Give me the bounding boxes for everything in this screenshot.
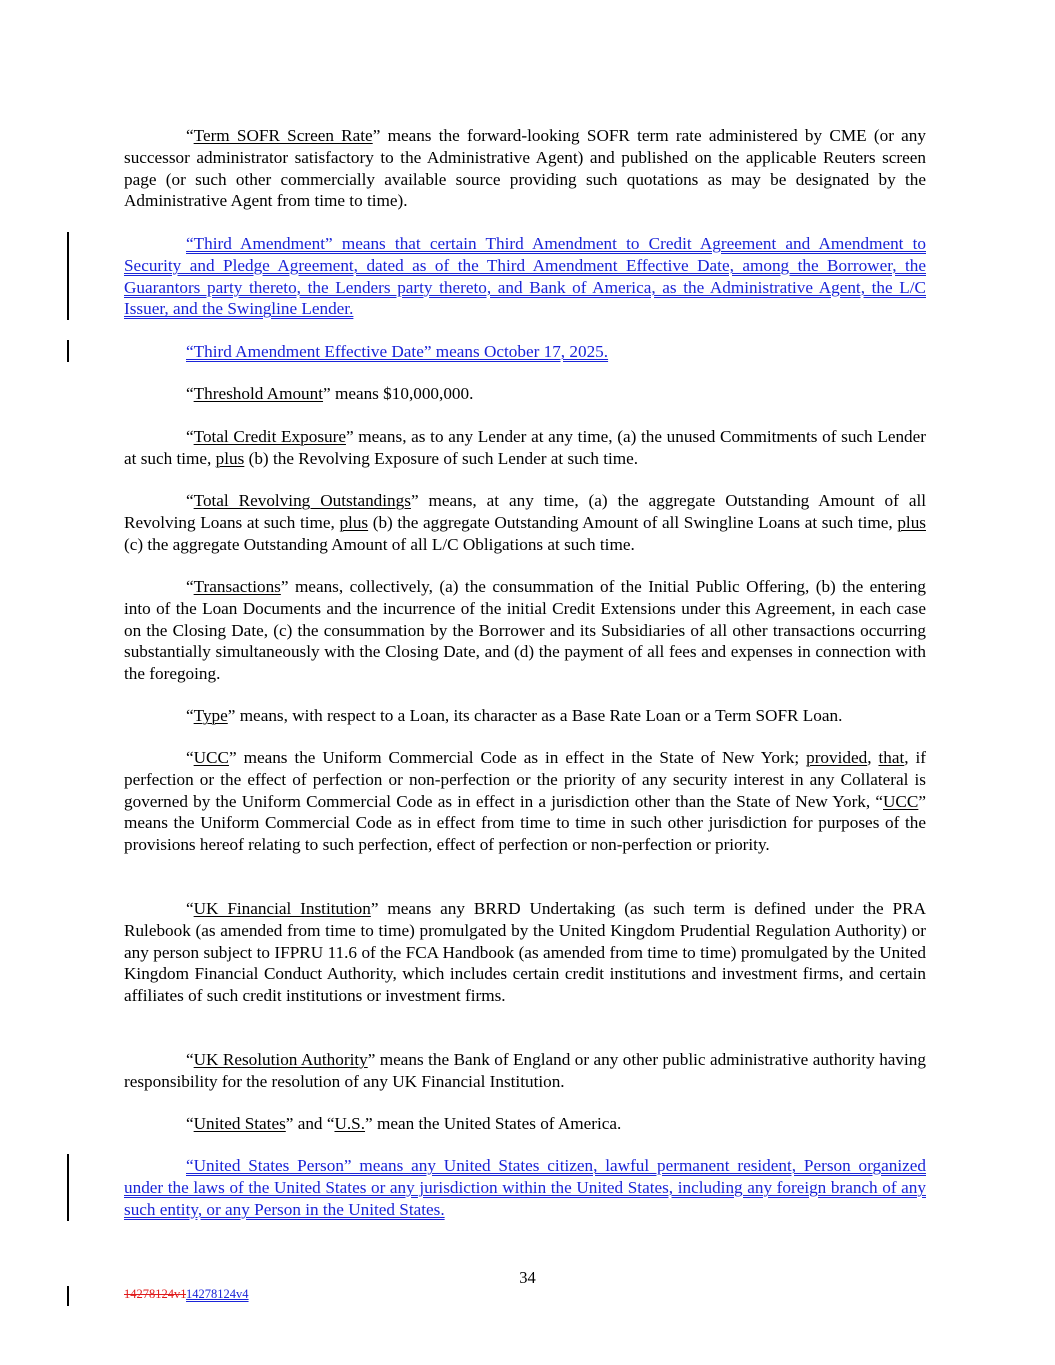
definition-text: , if perfection or the effect of perfection or non-perfection or the priority of any security interest in any Collateral is governed by the Uniform Commercial Code as in effect in a jurisdiction other than the State of New York, “ bbox=[124, 748, 927, 811]
defined-term: Type bbox=[193, 706, 228, 725]
definition-third-amendment: “Third Amendment” means that certain Third Amendment to Credit Agreement and Amendment to Security and Pledge Agreement, dated as of the Third Amendment Effective Date, among the Borrower, the Guarantors party thereto, the Lenders party thereto, and Bank of America, as the Administrative Agent, the L/C Issuer, and the Swingline Lender. bbox=[124, 234, 926, 319]
definition-text: ” mean the United States of America. bbox=[365, 1114, 622, 1133]
definition-text: (c) the aggregate Outstanding Amount of all L/C Obligations at such time. bbox=[124, 534, 635, 554]
defined-term: UK Resolution Authority bbox=[193, 1050, 368, 1069]
definition-ucc bbox=[124, 747, 926, 856]
change-bar bbox=[67, 1154, 69, 1221]
definition-text: ” means the Uniform Commercial Code as in effect in the State of New York; bbox=[228, 748, 807, 767]
defined-term: Transactions bbox=[193, 577, 281, 596]
definition-transactions bbox=[124, 576, 926, 685]
quote-open: “ bbox=[186, 748, 194, 767]
definition-text: (b) the aggregate Outstanding Amount of all Swingline Loans at such time, bbox=[368, 512, 898, 532]
plus-word: plus bbox=[897, 512, 926, 532]
quote-open: “ bbox=[186, 1050, 194, 1069]
change-bar bbox=[67, 340, 69, 362]
definition-total-revolving-outstandings bbox=[124, 490, 926, 555]
definition-third-amendment-effective-date: “Third Amendment Effective Date” means October 17, 2025. bbox=[186, 342, 609, 361]
definition-text: (b) the Revolving Exposure of such Lender at such time. bbox=[244, 448, 639, 468]
quote-open: “ bbox=[186, 384, 194, 403]
definition-uk-resolution-authority bbox=[124, 1049, 926, 1093]
inserted-doc-id: 14278124v4 bbox=[186, 1287, 249, 1301]
definition-text: ” means, as to any Lender at any time, (a) the unused Commitments of such Lender at such time, bbox=[124, 427, 926, 468]
defined-term: UK Financial Institution bbox=[193, 899, 371, 918]
definition-united-states bbox=[124, 1113, 926, 1135]
definition-text: ” means the Uniform Commercial Code as in effect from time to time in such other jurisdiction for purposes of the provisions hereof relating to such perfection, effect of perfection or non-perfection or priority. bbox=[124, 791, 926, 855]
defined-term: Term SOFR Screen Rate bbox=[193, 126, 373, 145]
definition-type bbox=[124, 705, 926, 727]
definition-text: ” and “ bbox=[285, 1114, 335, 1133]
definition-text: ” means, collectively, (a) the consummation of the Initial Public Offering, (b) the entering into of the Loan Documents and the incurrence of the initial Credit Extensions under this Agreement, in each case on the Closing Date, (c) the consummation by the Borrower and its Subsidiaries of all other transactions occurring substantially simultaneously with the Closing Date, and (d) the payment of all fees and expenses in connection with the foregoing. bbox=[124, 577, 926, 684]
definition-text: ” means, at any time, (a) the aggregate Outstanding Amount of all Revolving Loans at such time, bbox=[124, 491, 926, 532]
defined-term: Total Revolving Outstandings bbox=[193, 491, 411, 510]
defined-term: Threshold Amount bbox=[193, 384, 324, 403]
defined-term: Total Credit Exposure bbox=[193, 427, 346, 446]
definition-text: ” means, with respect to a Loan, its character as a Base Rate Loan or a Term SOFR Loan. bbox=[227, 706, 843, 725]
defined-term: United States bbox=[193, 1114, 286, 1133]
quote-open: “ bbox=[186, 491, 194, 510]
definition-term-sofr-screen-rate bbox=[124, 125, 926, 212]
defined-term: U.S. bbox=[334, 1114, 366, 1133]
deleted-doc-id: 14278124v1 bbox=[124, 1287, 187, 1301]
quote-open: “ bbox=[186, 126, 194, 145]
page-number: 34 bbox=[519, 1268, 536, 1287]
quote-open: “ bbox=[186, 706, 194, 725]
definition-total-credit-exposure bbox=[124, 426, 926, 470]
definition-text: ” means $10,000,000. bbox=[323, 384, 474, 403]
definition-uk-financial-institution bbox=[124, 898, 926, 1007]
quote-open: “ bbox=[186, 899, 194, 918]
quote-open: “ bbox=[186, 1114, 194, 1133]
change-bar bbox=[67, 1286, 69, 1306]
defined-term: UCC bbox=[883, 791, 919, 811]
change-bar bbox=[67, 232, 69, 320]
definition-text: ” means the Bank of England or any other public administrative authority having responsibility for the resolution of any UK Financial Institution. bbox=[124, 1050, 926, 1091]
definition-text: ” means the forward-looking SOFR term rate administered by CME (or any successor administrator satisfactory to the Administrative Agent) and published on the applicable Reuters screen page (or such other commercially available source providing such quotations as may be designated by the Administrative Agent from time to time). bbox=[124, 126, 926, 211]
provided-word: provided bbox=[806, 748, 868, 767]
document-id-footer bbox=[124, 1287, 249, 1302]
quote-open: “ bbox=[186, 577, 194, 596]
defined-term: UCC bbox=[193, 748, 229, 767]
plus-word: plus bbox=[339, 512, 369, 532]
definition-text: ” means any BRRD Undertaking (as such term is defined under the PRA Rulebook (as amended from time to time) promulgated by the United Kingdom Prudential Regulation Authority) or any person subject to IFPRU 11.6 of the FCA Handbook (as amended from time to time) promulgated by the United Kingdom Financial Conduct Authority, which includes certain credit institutions and investment firms, and certain affiliates of such credit institutions or investment firms. bbox=[124, 899, 926, 1006]
definition-united-states-person: “United States Person” means any United States citizen, lawful permanent resident, Person organized under the laws of the United States or any jurisdiction within the United States, including any foreign branch of any such entity, or any Person in the United States. bbox=[124, 1156, 926, 1219]
definition-threshold-amount bbox=[124, 383, 926, 405]
plus-word: plus bbox=[215, 448, 245, 468]
comma: , bbox=[867, 748, 879, 767]
quote-open: “ bbox=[186, 427, 194, 446]
that-word: that bbox=[878, 748, 905, 767]
